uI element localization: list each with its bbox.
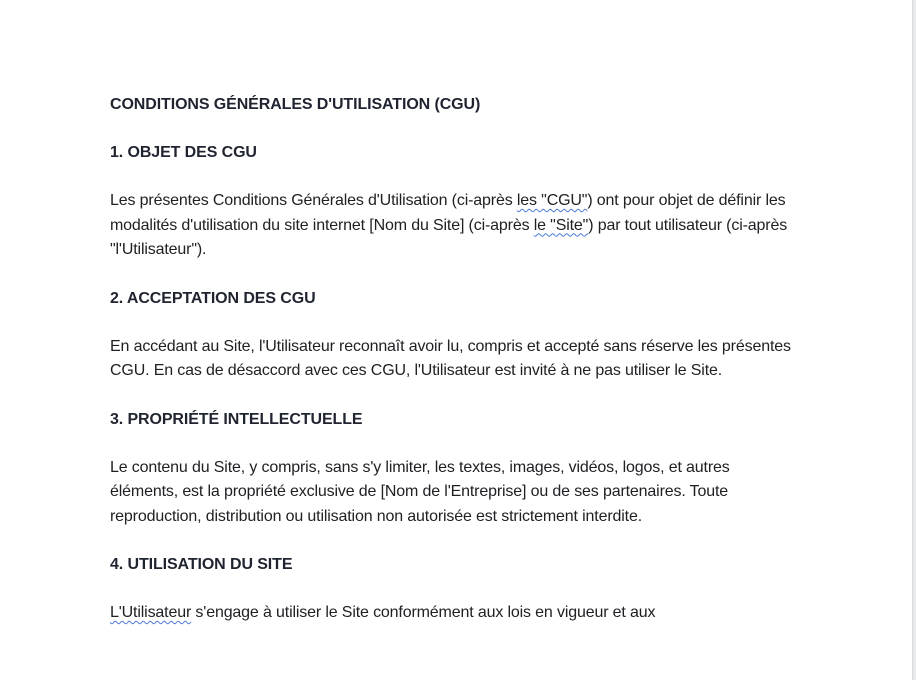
window-edge-border bbox=[912, 0, 916, 680]
section-paragraph-utilisation: L'Utilisateur s'engage à utiliser le Site conformément aux lois en vigueur et aux bbox=[110, 604, 656, 621]
section-heading-propriete: 3. PROPRIÉTÉ INTELLECTUELLE bbox=[110, 410, 363, 428]
section-heading-utilisation: 4. UTILISATION DU SITE bbox=[110, 556, 293, 573]
section-paragraph-acceptation: En accédant au Site, l'Utilisateur reconnaît avoir lu, compris et accepté sans réserve les présentes CGU. En cas de désaccord avec ces CGU, l'Utilisateur est invité à ne pas utiliser le Site. bbox=[110, 337, 791, 379]
document-title: CONDITIONS GÉNÉRALES D'UTILISATION (CGU) bbox=[110, 96, 481, 113]
spellcheck-underline[interactable]: L'Utilisateur bbox=[110, 604, 192, 621]
spellcheck-underline[interactable]: le "Site" bbox=[533, 216, 589, 234]
document-body[interactable] bbox=[110, 93, 800, 650]
section-heading-objet: 1. OBJET DES CGU bbox=[110, 144, 257, 161]
section-heading-acceptation: 2. ACCEPTATION DES CGU bbox=[110, 289, 316, 307]
spellcheck-underline[interactable]: les "CGU" bbox=[516, 192, 588, 209]
section-paragraph-objet: Les présentes Conditions Générales d'Utilisation (ci-après les "CGU") ont pour objet de définir les modalités d'utilisation du site internet [Nom du Site] (ci-après le "Site") par tout utilisateur (ci-après "l'Utilisateur"). bbox=[110, 192, 788, 258]
section-paragraph-propriete: Le contenu du Site, y compris, sans s'y limiter, les textes, images, vidéos, logos, et autres éléments, est la propriété exclusive de [Nom de l'Entreprise] ou de ses partenaires. Toute reproduction, distribution ou utilisation non autorisée est strictement interdite. bbox=[110, 458, 730, 525]
